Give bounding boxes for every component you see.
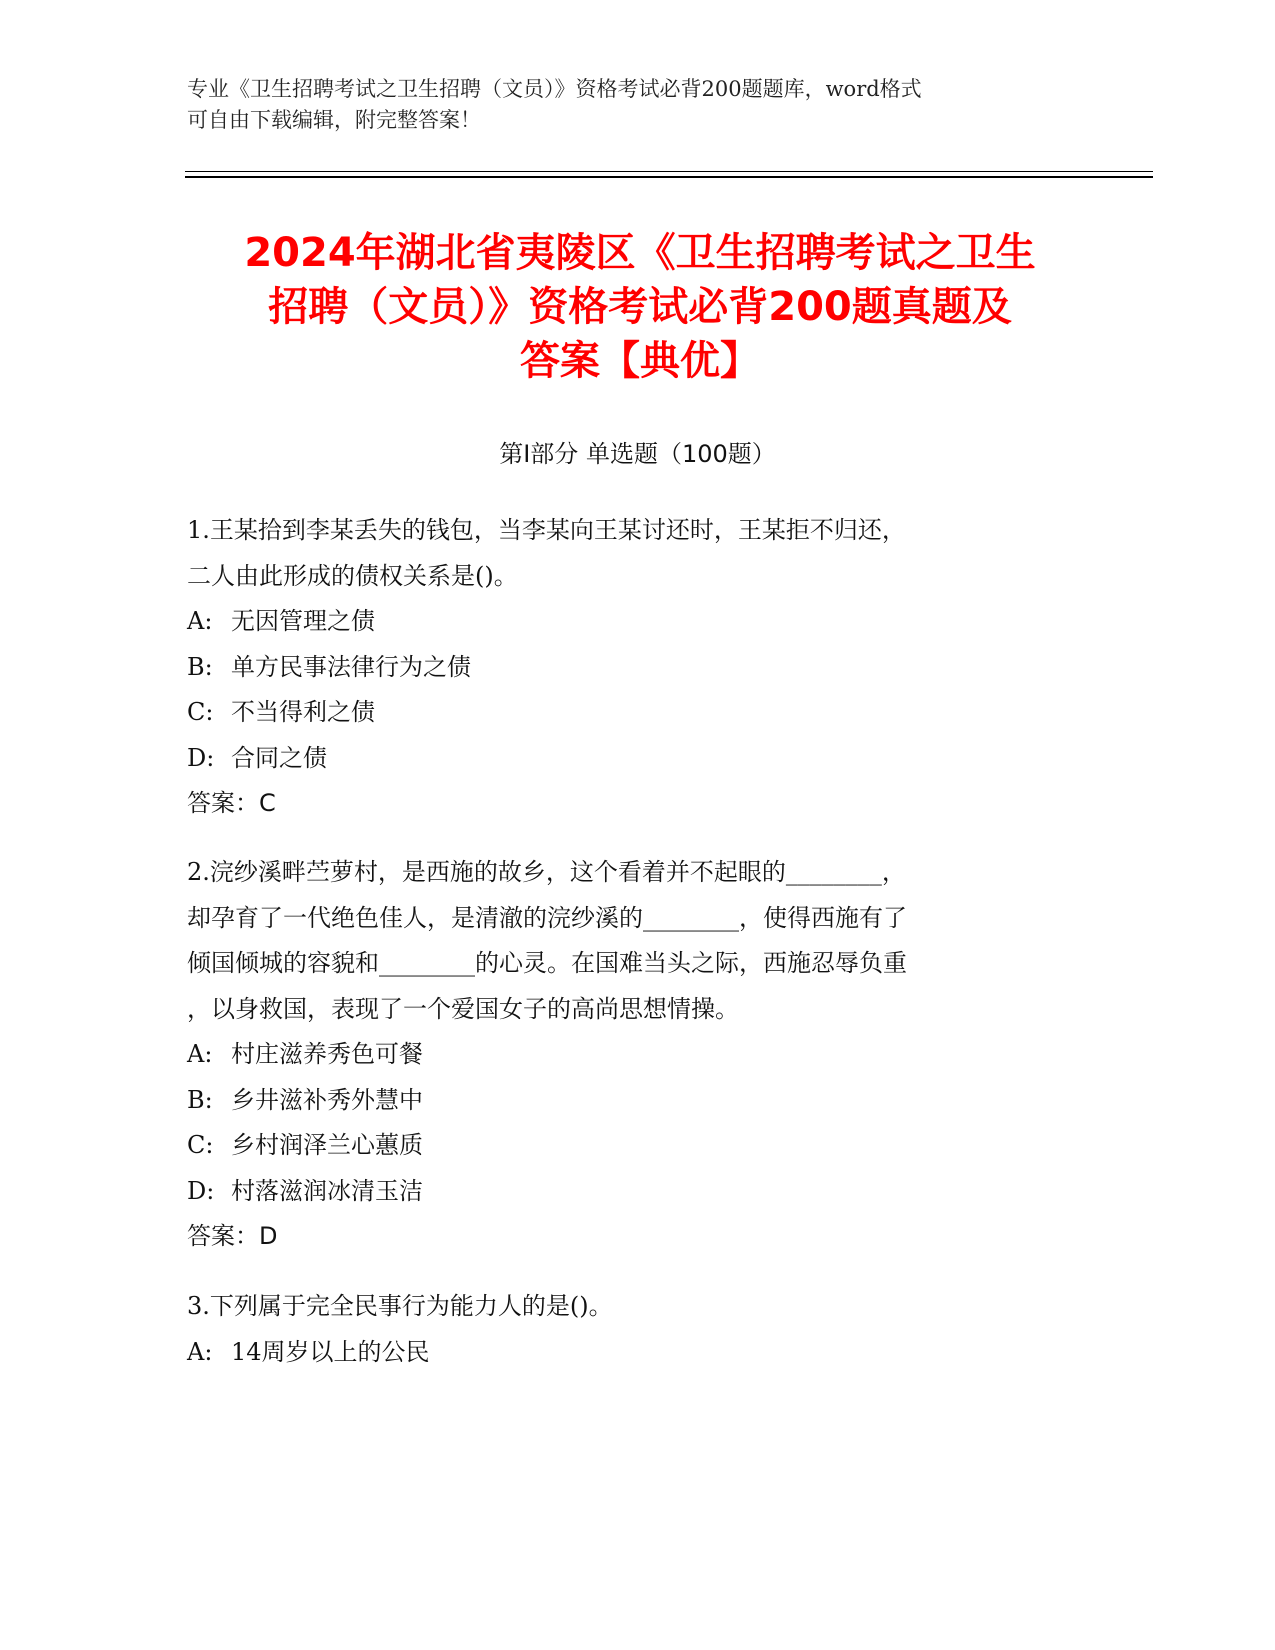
title-line: 2024年湖北省夷陵区《卫生招聘考试之卫生 — [244, 230, 1036, 276]
option-c — [187, 690, 1067, 736]
option-d — [187, 736, 1067, 782]
option-text: 乡井滋补秀外慧中 — [231, 1085, 423, 1114]
document-title — [150, 226, 1130, 388]
option-key: B: — [187, 652, 213, 681]
option-text: 不当得利之债 — [231, 698, 375, 726]
answer: 答案：D — [187, 1222, 278, 1250]
title-line: 招聘（文员）》资格考试必背200题真题及 — [268, 284, 1012, 330]
option-key: C: — [187, 1131, 214, 1159]
header-divider-thin — [185, 171, 1153, 172]
option-a — [187, 1032, 1067, 1078]
option-text: 村庄滋养秀色可餐 — [231, 1040, 423, 1068]
question-text: 1.王某拾到李某丢失的钱包，当李某向王某讨还时，王某拒不归还， — [187, 516, 906, 544]
option-key: B: — [187, 1085, 213, 1114]
question-3 — [187, 1284, 1067, 1375]
option-text: 村落滋润冰清玉洁 — [231, 1176, 423, 1205]
question-text: 二人由此形成的债权关系是()。 — [187, 561, 518, 590]
option-text: 14周岁以上的公民 — [231, 1337, 430, 1366]
header-note-line: 可自由下载编辑，附完整答案！ — [187, 108, 481, 132]
option-key: A: — [187, 1337, 213, 1366]
question-text: 却孕育了一代绝色佳人，是清澈的浣纱溪的________，使得西施有了 — [187, 903, 907, 932]
option-c — [187, 1123, 1067, 1169]
header-divider-thick — [185, 176, 1153, 178]
header-note — [187, 74, 1067, 136]
option-b — [187, 1078, 1067, 1124]
answer: 答案：C — [187, 789, 276, 817]
option-text: 合同之债 — [231, 743, 327, 772]
option-d — [187, 1169, 1067, 1215]
option-b — [187, 645, 1067, 691]
option-key: A: — [187, 607, 213, 635]
option-key: D: — [187, 1176, 215, 1205]
option-text: 无因管理之债 — [231, 607, 375, 635]
question-text: 2.浣纱溪畔苎萝村，是西施的故乡，这个看着并不起眼的________， — [187, 858, 906, 886]
option-key: A: — [187, 1040, 213, 1068]
question-text: ，以身救国，表现了一个爱国女子的高尚思想情操。 — [187, 994, 739, 1023]
header-note-line: 专业《卫生招聘考试之卫生招聘（文员）》资格考试必背200题题库，word格式 — [187, 77, 922, 101]
option-text: 单方民事法律行为之债 — [231, 652, 471, 681]
option-key: D: — [187, 743, 215, 772]
question-1 — [187, 508, 1067, 827]
option-a — [187, 599, 1067, 645]
section-heading: 第Ⅰ部分 单选题（100题） — [499, 440, 776, 468]
title-line: 答案【典优】 — [520, 338, 760, 384]
option-key: C: — [187, 698, 214, 726]
question-text: 倾国倾城的容貌和________的心灵。在国难当头之际，西施忍辱负重 — [187, 949, 907, 977]
option-a — [187, 1330, 1067, 1376]
question-text: 3.下列属于完全民事行为能力人的是()。 — [187, 1292, 613, 1320]
question-2 — [187, 850, 1067, 1260]
option-text: 乡村润泽兰心蕙质 — [231, 1131, 423, 1159]
